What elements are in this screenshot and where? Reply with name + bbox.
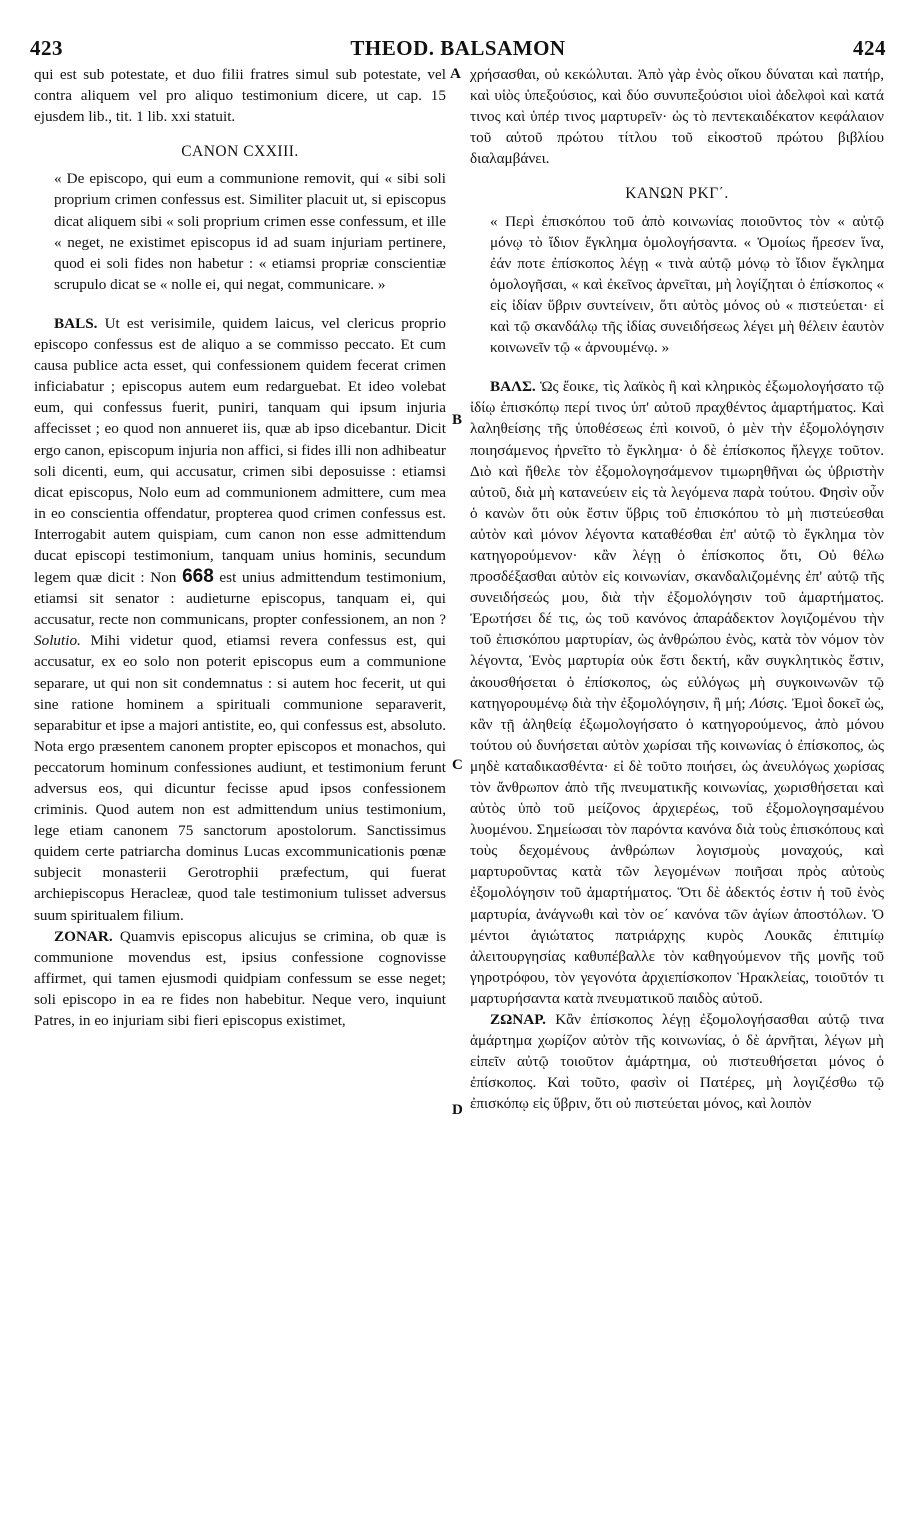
greek-bals-text-2: Ἐμοὶ δοκεῖ ὡς, κἂν τῇ ἀληθείᾳ ἐξωμολογήσατο ὁ κατηγορούμενος, ἀπὸ μόνου τούτου οὐ δυνήσεται αὐτὸν χωρίσαι τῆς κοινωνίας ὁ ἐπίσκοπος, ὡς μηδὲ καταδικασθέντα· εἰ δὲ τοῦτο ποιήσει, ὡς ἀνευλόγως χωρίσας τὸν ἄνθρωπον ἀπὸ τῆς πνευματικῆς κοινωνίας, χωρισθήσεται καὶ αὐτὸς ὑπὸ τοῦ μείζονος ἀρχιερέως, τοῦ ἐξομολογησαμένου λυομένου. Σημείωσαι τὸν παρόντα κανόνα διὰ τοὺς ἐπισκόπους καὶ τοὺς δεχομένους ἀνθρώπων λογισμοὺς μοναχούς, καὶ μαρτυροῦντας κατὰ τῶν λεγομένων ποιῆσαι πρὸς αὐτοὺς ἐξομολόγησιν τοῦ ἁμαρτήματος. Ὅτι δὲ ἀδεκτός ἐστιν ἡ τοῦ ἑνὸς μαρτυρία, ἀνάγνωθι καὶ τὸν οε΄ κανόνα τῶν ἁγίων ἀποστόλων. Ὁ μέντοι ἁγιώτατος πατριάρχης κυρὸς Λουκᾶς ἐπιτιμίῳ ἀλειτουργησίας καθυπέβαλλε τὸν καθηγούμενον τῆς μονῆς τοῦ γηροτρόφου, τὸν γεγονότα ἀρχιεπίσκοπον Ἡρακλείας, τοιοῦτόν τι μαρτυρήσαντα κατὰ πνευματικοῦ παιδὸς αὐτοῦ.	[470, 694, 885, 1007]
margin-letter-c: C	[452, 757, 463, 773]
latin-zonar-label: ZONAR.	[54, 927, 113, 945]
latin-bals-section	[34, 313, 446, 926]
left-page-number: 423	[30, 36, 63, 60]
latin-bals-text-3: Mihi videtur quod, etiamsi revera confessus est, qui accusatur, ex eo solo non poterit episcopus eum a communione separare, ut qui non sit condemnatus : si autem hoc fecerit, ut qui sine ratione hominem a spirituali communione separaverit, separabitur et ipse a majori antistite, eo, qui confessus est, absoluto. Nota ergo præsentem canonem propter episcopos et monachos, qui peccatorum hominum confessiones audiunt, et testimonium ferunt adversus eos, qui dicuntur fecisse apud ipsos confessionem criminis. Quod autem non est admittendum unius testimonium, lege etiam canonem 75 sanctorum apostolorum. Sanctissimus quidem certe patriarcha dominus Lucas excommunicationis pœnæ subjecit monasterii Gerotrophii præfectum, qui fuerat archiepiscopus Heracleæ, quod tale testimonium tulisset adversus suum spiritualem filium.	[34, 632, 446, 924]
running-header	[30, 36, 886, 64]
greek-bals-text: Ὡς ἔοικε, τὶς λαϊκὸς ἢ καὶ κληρικὸς ἐξωμολογήσατο τῷ ἰδίῳ ἐπισκόπῳ περί τινος ὑπ' αὐτοῦ πραχθέντος ἁμαρτήματος. Καὶ λαληθείσης τῆς ὑποθέσεως ἐπὶ κοινοῦ, ὁ μὲν τὴν ἐξομολόγησιν ποιησάμενος ἠρνεῖτο τὸ ἔγκλημα· ὁ δὲ ἐπίσκοπος ἤλεγχε τοῦτον. Διὸ καὶ ἤθελε τὸν ἐξομολογησάμενον τιμωρηθῆναι ὡς ὑβριστὴν αὐτοῦ, διὰ μὴ κατανεύειν εἰς τὰ λεγόμενα παρὰ τούτου. Φησὶν οὖν ὁ κανὼν ὅτι οὐκ ἔστιν ὕβρις τοῦ ἐπισκόπου τὸ μὴ πιστεύεσθαι αὐτὸν καὶ μόνον λέγοντα καταθέσθαι ἐπ' αὐτῷ τὸ ἔγκλημα τὸν κατηγορούμενον· κἂν λέγῃ ὁ ἐπίσκοπος ὅτι, Οὐ θέλω προσδέξασθαι αὐτὸν εἰς κοινωνίαν, σκανδαλιζομένης ἐπ' αὐτῷ τῆς συνειδήσεώς μου, διὰ τὴν ἐξομολόγησιν τοῦ ἁμαρτήματος. Ἐρωτήσει δέ τις, ὡς τοῦ κανόνος ἀπαράδεκτον λογιζομένου τὴν τοῦ ἐπισκόπου μαρτυρίαν, ὡς ἀνθρώπου ἑνὸς, κατὰ τὸν νόμον τὸν λέγοντα, Ἑνὸς μαρτυρία οὐκ ἔστι δεκτή, κἂν συγκλητικὸς ἔστιν, ἀκουσθήσεται ὁ ἐπίσκοπος, ὡς εὐλόγως μὴ συγκοινωνῶν τῷ κατηγορουμένῳ διὰ τὴν ἐξομολόγησιν, ἢ μή;	[470, 378, 884, 712]
latin-bals-label: BALS.	[54, 314, 98, 332]
latin-zonar-section	[34, 926, 446, 1031]
greek-bals-section	[470, 376, 884, 1009]
greek-zonar-section	[470, 1009, 884, 1114]
margin-letter-b: B	[452, 412, 463, 428]
latin-bals-text-2: est unius admittendum testimonium, etiamsi sit senator : audieturne episcopus, tanquam ei, qui accusatur, recte non communicans, propter confessionem, an non ?	[34, 569, 447, 629]
latin-canon-title: CANON CXXIII.	[181, 143, 299, 161]
greek-canon-text: « Περὶ ἐπισκόπου τοῦ ἀπὸ κοινωνίας ποιοῦντος τὸν « αὐτῷ μόνῳ τὸ ἴδιον ἔγκλημα ὁμολογήσαντα. « Ὁμοίως ἤρεσεν ἵνα, ἐάν ποτε ἐπίσκοπος λέγῃ « τινὰ αὐτῷ μόνῳ τὸ ἴδιον ἔγκλημα ὁμολογῆσαι, « καὶ ἐκεῖνος ἀρνεῖται, μὴ λογίζηται ὁ ἐπίσκοπος « εἰς ἰδίαν ὕβριν συντείνειν, ὅτι αὐτὸς μόνος οὐ « πιστεύεται· εἰ καὶ τῷ σκανδάλῳ τῆς ἰδίας συνειδήσεως λέγει μὴ θέλειν ἑαυτὸν κοινωνεῖν τῷ « ἀρνουμένῳ. »	[490, 212, 884, 357]
column-number: 668	[182, 566, 214, 588]
greek-bals-label: ΒΑΛΣ.	[490, 378, 536, 396]
greek-zonar-text: Κἂν ἐπίσκοπος λέγῃ ἐξομολογήσασθαι αὐτῷ τινα ἁμάρτημα χωρίζον αὐτὸν τῆς κοινωνίας, ὁ δὲ ἀρνῆται, λέγων μὴ εἰπεῖν αὐτῷ τοιοῦτον ἁμάρτημα, οὐ πιστευθήσεται μόνος ὁ ἐπίσκοπος. Καὶ τοῦτο, φασὶν οἱ Πατέρες, μὴ λογιζέσθω τῷ ἐπισκόπῳ εἰς ὕβριν, ὅτι οὐ πιστεύεται μόνος, καὶ λοιπὸν	[470, 1011, 885, 1113]
greek-canon-title: ΚΑΝΩΝ ΡΚΓ΄.	[625, 185, 729, 203]
greek-intro: χρήσασθαι, οὐ κεκώλυται. Ἀπὸ γὰρ ἑνὸς οἴκου δύναται καὶ πατήρ, καὶ υἱὸς ὑπεξούσιος, καὶ δύο συνυπεξούσιοι υἱοὶ ἀδελφοὶ καὶ κατά τινος καὶ ὑπέρ τινος μαρτυρεῖν· ὡς τὸ πεντεκαιδέκατον κεφάλαιον τοῦ αὐτοῦ πρώτου τίτλου τοῦ εἰκοστοῦ πρώτου βιβλίου διαλαμβάνει.	[470, 66, 884, 168]
greek-column	[470, 64, 884, 1115]
latin-canon-text: « De episcopo, qui eum a communione removit, qui « sibi soli proprium crimen confessus est. Similiter placuit ut, si episcopus dicat aliquem sibi « soli proprium crimen esse confessum, et ille « neget, ne existimet episcopus id ad suam injuriam pertinere, quod ei soli fides non habetur : « etiamsi propriæ conscientiæ scrupulo dicat se « nolle ei, qui negat, communicare. »	[54, 170, 446, 293]
latin-bals-text-1: Ut est verisimile, quidem laicus, vel clericus proprio episcopo confessus est de aliquo a se commisso peccato. Et cum causa publice acta esset, qui confessionem quidem fecerat crimen inficiabatur ; episcopus autem eum redarguebat. Et ideo volebat eum, qui confessus fuerit, puniri, tanquam qui ipsum injuria affecisset ; eo quod non annueret iis, quæ ab ipso dicebantur. Dicit ergo canon, episcopum injuria non affici, si fides illi non adhibeatur soli dicenti, eum, qui accusatur, crimen sibi deposuisse : etiamsi dicat episcopus, Nolo eum ad communionem admittere, cum mea in eo conscientia offendatur, propterea quod crimen confessus est. Interrogabit autem quispiam, cum canon non esse admittendum ducat episcopi testimonium, tanquam unius hominis, secundum legem quæ dicit :	[34, 314, 447, 587]
right-page-number: 424	[852, 36, 886, 60]
latin-intro: qui est sub potestate, et duo filii fratres simul sub potestate, vel contra aliquem vel pro aliquo testimonium dicere, ut cap. 15 ejusdem lib., tit. 1 lib. xxi statuit.	[34, 66, 446, 126]
latin-zonar-text: Quamvis episcopus alicujus se crimina, ob quæ is communione movendus est, ipsius confessione cognovisse affirmet, qui tamen ejusmodi quidpiam confessum se esse neget; soli episcopo in ea re fides non habebitur. Neque vero, inquiunt Patres, in eo injuriam sibi fieri episcopus existimet,	[34, 927, 447, 1030]
latin-solutio: Solutio.	[34, 632, 81, 650]
greek-zonar-label: ΖΩΝΑΡ.	[490, 1011, 546, 1029]
running-title: THEOD. BALSAMON	[350, 36, 566, 60]
margin-letter-a: A	[450, 66, 461, 82]
latin-column	[34, 64, 446, 1031]
margin-letter-d: D	[452, 1102, 463, 1118]
latin-bals-non: Non	[150, 569, 177, 587]
greek-lysis: Λύσις.	[749, 694, 788, 712]
